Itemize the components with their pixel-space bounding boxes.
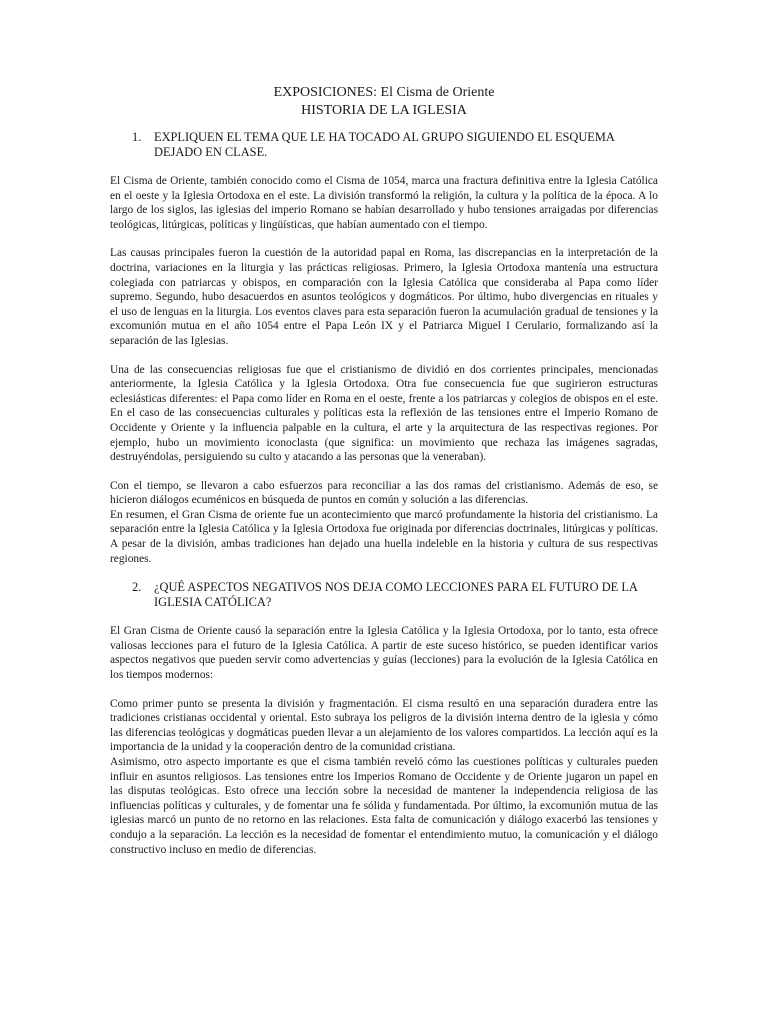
paragraph: El Gran Cisma de Oriente causó la separación entre la Iglesia Católica y la Iglesia Ortodoxa, por lo tanto, esta ofrece valiosas lecciones para el futuro de la Iglesia Católica. A partir de este suceso histórico, se pueden identificar varios aspectos negativos que pueden servir como advertencias y guías (lecciones) para la evolución de la Iglesia Católica en los tiempos modernos:	[110, 625, 658, 682]
question-text: ¿QUÉ ASPECTOS NEGATIVOS NOS DEJA COMO LECCIONES PARA EL FUTURO DE LA IGLESIA CATÓLICA?	[154, 580, 638, 610]
paragraph: El Cisma de Oriente, también conocido como el Cisma de 1054, marca una fractura definitiva entre la Iglesia Católica en el oeste y la Iglesia Ortodoxa en el este. La división transformó la religión, la cultura y la política de la época. A lo largo de los siglos, las iglesias del imperio Romano se habían desarrollado y hubo tensiones arraigadas por diferencias teológicas, litúrgicas, políticas y lingüísticas, que habían aumentado con el tiempo.	[110, 175, 658, 231]
paragraph: Con el tiempo, se llevaron a cabo esfuerzos para reconciliar a las dos ramas del cristianismo. Además de eso, se hicieron diálogos ecuménicos en búsqueda de puntos en común y solución a las diferencias.	[110, 479, 658, 507]
document-title-block	[110, 84, 658, 120]
question-2	[110, 580, 658, 610]
document-subtitle: HISTORIA DE LA IGLESIA	[301, 103, 467, 118]
document-title: EXPOSICIONES: El Cisma de Oriente	[273, 85, 495, 100]
paragraph: En resumen, el Gran Cisma de oriente fue un acontecimiento que marcó profundamente la historia del cristianismo. La separación entre la Iglesia Católica y la Iglesia Ortodoxa fue originada por diferencias doctrinales, litúrgicas y políticas. A pesar de la división, ambas tradiciones han dejado una huella indeleble en la historia y cultura de sus respectivas regiones.	[110, 508, 658, 565]
paragraph: Las causas principales fueron la cuestión de la autoridad papal en Roma, las discrepancias en la interpretación de la doctrina, variaciones en la liturgia y las prácticas religiosas. Primero, la Iglesia Ortodoxa mantenía una estructura colegiada con patriarcas y obispos, en comparación con la Iglesia Católica que consideraba al Papa como líder supremo. Segundo, hubo desacuerdos en asuntos teológicos y dogmáticos. Por último, hubo divergencias en rituales y el uso de lenguas en la liturgia. Los eventos claves para esta separación fueron la acumulación gradual de tensiones y la excomunión mutua en el año 1054 entre el Papa León IX y el Patriarca Miguel I Cerulario, formalizando así la separación de las Iglesias.	[110, 247, 658, 347]
paragraph: Asimismo, otro aspecto importante es que el cisma también reveló cómo las cuestiones políticas y culturales pueden influir en asuntos religiosos. Las tensiones entre los Imperios Romano de Occidente y de Oriente jugaron un papel en las disputas teológicas. Esto ofrece una lección sobre la necesidad de mantener la independencia religiosa de las influencias políticas y culturales, y de fomentar una fe sólida y fundamentada. Por último, la excomunión mutua de las iglesias marcó un punto de no retorno en las relaciones. Esta falta de comunicación y diálogo exacerbó las tensiones y condujo a la separación. La lección es la necesidad de fomentar el entendimiento mutuo, la comunicación y el diálogo constructivo incluso en medio de diferencias.	[110, 756, 658, 856]
question-1	[110, 130, 658, 160]
paragraph: Una de las consecuencias religiosas fue que el cristianismo de dividió en dos corrientes principales, mencionadas anteriormente, la Iglesia Católica y la Iglesia Ortodoxa. Otra fue consecuencia fue que sugirieron estructuras eclesiásticas diferentes: el Papa como líder en Roma en el oeste, frente a los patriarcas y colegios de obispos en el este. En el caso de las consecuencias culturales y políticas esta la reflexión de las tensiones entre el Imperio Romano de Occidente y Oriente y la influencia palpable en la cultura, el arte y la arquitectura de las respectivas regiones. Por ejemplo, hubo un movimiento iconoclasta (que significa: un movimiento que rechaza las imágenes sagradas, destruyéndolas, persiguiendo su culto y atacando a las personas que la veneraban).	[110, 363, 658, 464]
question-text: EXPLIQUEN EL TEMA QUE LE HA TOCADO AL GRUPO SIGUIENDO EL ESQUEMA DEJADO EN CLASE.	[154, 130, 615, 159]
question-number: 1.	[132, 130, 142, 144]
paragraph: Como primer punto se presenta la división y fragmentación. El cisma resultó en una separación duradera entre las tradiciones cristianas occidental y oriental. Esto subraya los peligros de la división interna dentro de la iglesia y cómo las diferencias teológicas y dogmáticas pueden llevar a un alejamiento de los valores compartidos. La lección aquí es la importancia de la unidad y la cooperación dentro de la comunidad cristiana.	[110, 697, 658, 754]
question-number: 2.	[132, 580, 142, 595]
